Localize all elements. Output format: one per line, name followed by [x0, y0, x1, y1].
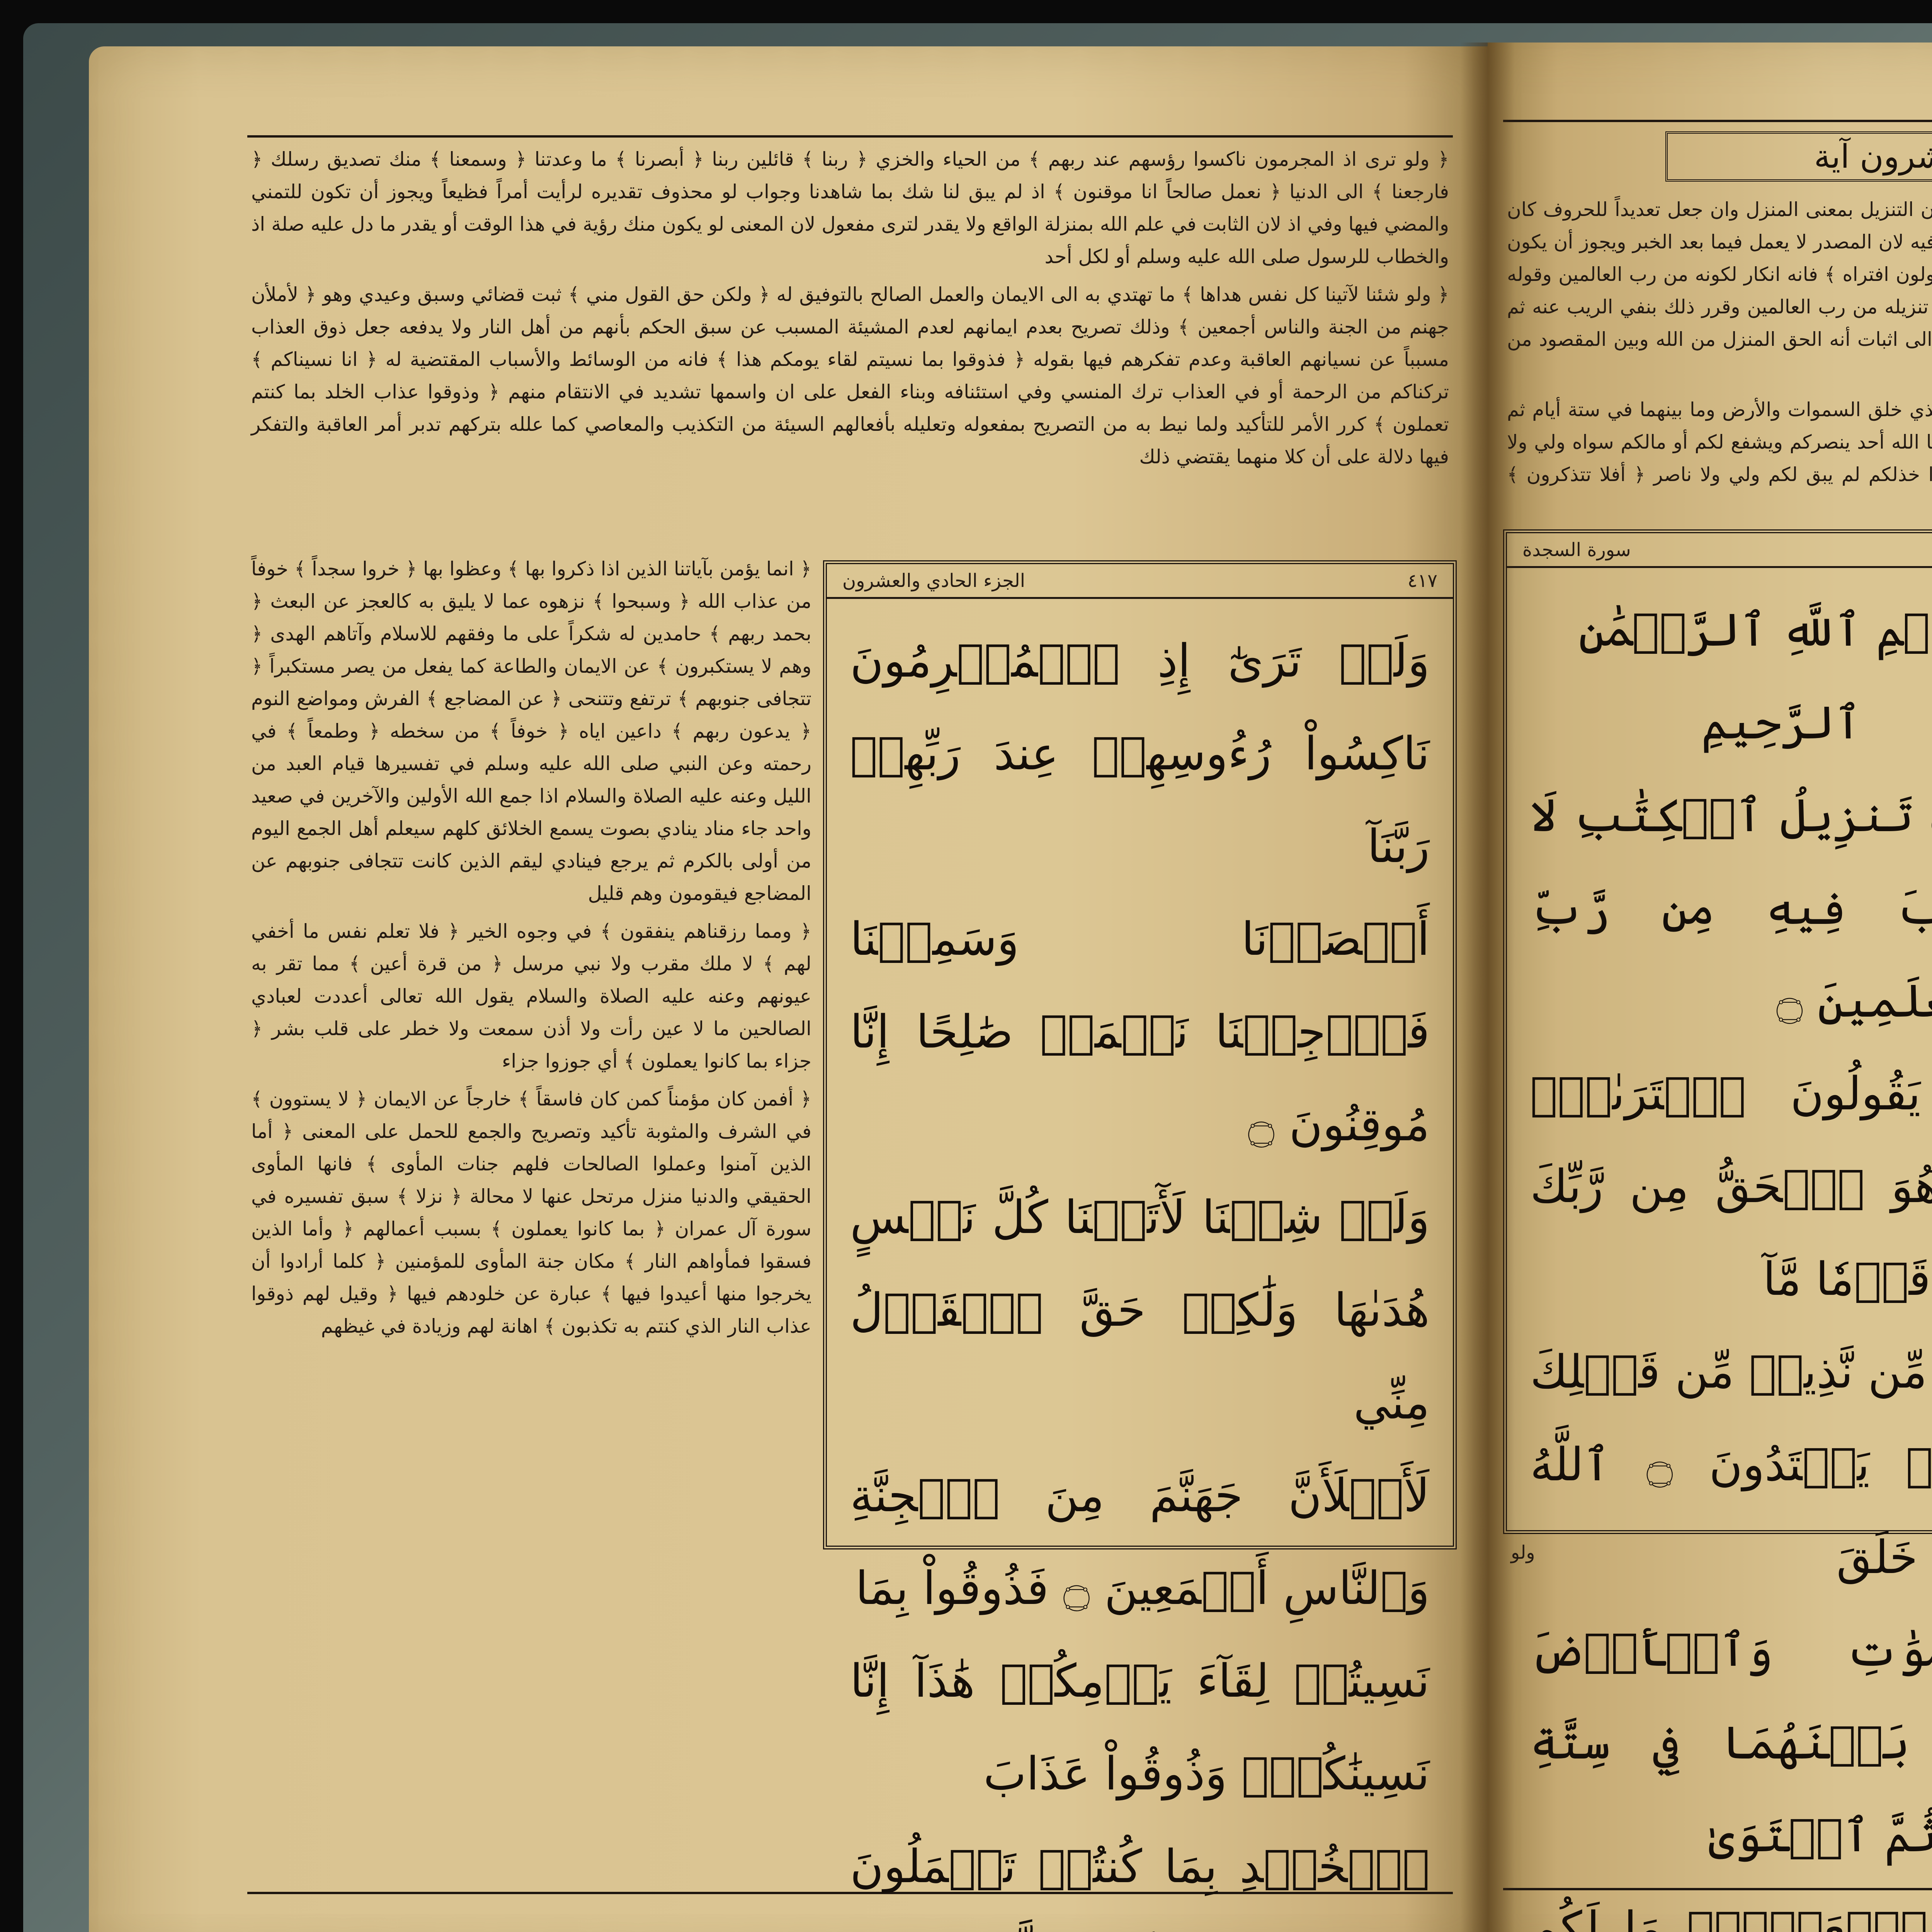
verse-line: ٱلۡخُلۡدِ بِمَا كُنتُمۡ تَعۡمَلُونَ: [850, 1820, 1430, 1932]
verse-line: وَلَوۡ شِئۡنَا لَأٓتَيۡنَا كُلَّ نَفۡسٍ هُدَىٰهَا وَلَٰكِنۡ حَقَّ ٱلۡقَوۡلُ مِنِّي: [850, 1171, 1430, 1449]
left-page-number: ٤١٧: [1408, 570, 1437, 592]
verse-line: نَسِيتُمۡ لِقَآءَ يَوۡمِكُمۡ هَٰذَآ إِنَّا نَسِينَٰكُمۡۖ وَذُوقُواْ عَذَابَ: [850, 1634, 1430, 1820]
surah-title: رون آية: [1665, 131, 1932, 182]
verse-line: وَلَوۡ تَرَىٰٓ إِذِ ٱلۡمُجۡرِمُونَ نَاكِسُواْ رُءُوسِهِمۡ عِندَ رَبِّهِمۡ رَبَّنَآ: [850, 614, 1430, 893]
verse-line: لَأَمۡلَأَنَّ جَهَنَّمَ مِنَ ٱلۡجِنَّةِ وَٱلنَّاسِ أَجۡمَعِينَ ۝ فَذُوقُواْ بِمَا: [850, 1449, 1430, 1634]
verse-line: يَقُولُونَ ٱفۡتَرَىٰهُۚ هُوَ ٱلۡحَقُّ مِن رَّبِّكَ قَوۡمٗا مَّآ: [1530, 1047, 1932, 1325]
basmala: سۡمِ ٱللَّهِ ٱلرَّحۡمَٰنِ ٱلرَّحِيمِ: [1530, 583, 1932, 769]
verse-line: تَنزِيلُ ٱلۡكِتَٰبِ لَا بَ فِيهِ مِن رَّبِّ لَمِينَ ۝: [1530, 769, 1932, 1047]
left-commentary-paragraph: ﴿ ومما رزقناهم ينفقون ﴾ في وجوه الخير ﴿ فلا تعلم نفس ما أخفي لهم ﴾ لا ملك مقرب ولا نبي مرسل ﴿ من قرة أعين ﴾ مما تقر به عيونهم وعنه عليه الصلاة والسلام يقول الله تعالى أعددت لعبادي الصالحين ما لا عين رأت ولا أذن سمعت ولا خطر على قلب بشر ﴿ جزاء بما كانوا يعملون ﴾ أي جوزوا جزاء: [251, 915, 811, 1077]
right-commentary-paragraph: ذي خلق السموات والأرض وما بينهما في ستة أيام ثم ا الله أحد ينصركم ويشفع لكم أو مالكم سواه ولي ولا ا خذلكم لم يبق لكم ولي ولا ناصر ﴿ أفلا تتذكرون: [1507, 393, 1932, 523]
left-running-title: الجزء الحادي والعشرون: [842, 570, 1025, 592]
left-commentary-paragraph: ﴿ أفمن كان مؤمناً كمن كان فاسقاً ﴾ خارجاً عن الايمان ﴿ لا يستوون ﴾ في الشرف والمثوبة تأكيد وتصريح والجمع للحمل على المعنى ﴿ أما الذين آمنوا وعملوا الصالحات فلهم جنات المأوى ﴾ فانها المأوى الحقيقي والدنيا منزل مرتحل عنها لا محالة ﴿ نزلا ﴾ سبق تفسيره في سورة آل عمران ﴿ بما كانوا يعملون ﴾ بسبب أعمالهم ﴿ وأما الذين فسقوا فمأواهم النار ﴾ مكان جنة المأوى للمؤمنين ﴿ كلما أرادوا أن يخرجوا منها أعيدوا فيها ﴾ عبارة عن خلودهم فيها ﴿ وقيل لهم ذوقوا عذاب النار الذي كنتم به تكذبون ﴾ اهانة لهم وزيادة في غيظهم: [251, 1083, 811, 1342]
left-commentary-paragraph: ﴿ انما يؤمن بآياتنا الذين اذا ذكروا بها ﴾ وعظوا بها ﴿ خروا سجداً ﴾ خوفاً من عذاب الله ﴿ وسبحوا ﴾ نزهوه عما لا يليق به كالعجز عن البعث ﴿ بحمد ربهم ﴾ حامدين له شكراً على ما وفقهم للاسلام وآتاهم الهدى ﴿ وهم لا يستكبرون ﴾ عن الايمان والطاعة كما يفعل من يصر مستكبراً ﴿ تتجافى جنوبهم ﴾ ترتفع وتتنحى ﴿ عن المضاجع ﴾ الفرش ومواضع النوم ﴿ يدعون ربهم ﴾ داعين اياه ﴿ خوفاً ﴾ من سخطه ﴿ وطمعاً ﴾ في رحمته وعن النبي صلى الله عليه وسلم في تفسيرها قيام العبد من الليل وعنه عليه الصلاة والسلام اذا جمع الله الأولين والآخرين في صعيد واحد جاء مناد ينادي بصوت يسمع الخلائق كلهم سيعلم أهل الجمع اليوم من أولى بالكرم ثم يرجع فينادي ليقم الذين كانت تتجافى جنوبهم عن المضاجع فيقومون وهم قليل: [251, 553, 811, 910]
right-running-title: سورة السجدة: [1522, 539, 1631, 561]
right-commentary-paragraph: ن التنزيل بمعنى المنزل وان جعل تعديداً للحروف كان يه لان المصدر لا يعمل فيما بعد الخبر ويجوز أن يكون ولون افتراه ﴾ فانه انكار لكونه من رب العالمين وقوله تنزيله من رب العالمين وقرر ذلك بنفي الريب عنه ثم الى اثبات أنه الحق المنزل من الله وبين المقصود من: [1507, 193, 1932, 388]
catchword: ولو: [1511, 1542, 1535, 1563]
verse-line: وَٰتِ وَٱلۡأَرۡضَ بَيۡنَهُمَا فِي سِتَّةِ مَّ ٱسۡتَوَىٰ: [1530, 1604, 1932, 1882]
left-commentary-paragraph: ﴿ ولو شئنا لآتينا كل نفس هداها ﴾ ما تهتدي به الى الايمان والعمل الصالح بالتوفيق له ﴿ ولكن حق القول مني ﴾ ثبت قضائي وسبق وعيدي وهو ﴿ لأملأن جهنم من الجنة والناس أجمعين ﴾ وذلك تصريح بعدم ايمانهم لعدم المشيئة المسبب عن سبق الحكم بأنهم من أهل النار ولا يدفعه جعل ذوق العذاب مسبباً عن نسيانهم العاقبة وعدم تفكرهم فيها بقوله ﴿ فذوقوا بما نسيتم لقاء يومكم هذا ﴾ فانه من الوسائط والأسباب المقتضية له ﴿ انا نسيناكم ﴾ تركناكم من الرحمة أو في العذاب ترك المنسي وفي استئنافه وبناء الفعل على ان واسمها تشديد في الانتقام منهم ﴿ وذوقوا عذاب الخلد بما كنتم تعملون ﴾ كرر الأمر للتأكيد ولما نيط به من التصريح بمفعوله وتعليله بأفعالهم السيئة من التكذيب والمعاصي كما علله بتركهم تدبر أمر العاقبة والتفكر فيها دلالة على أن كلا منهما يقتضي ذلك: [251, 278, 1449, 473]
verse-line: مِّن نَّذِيرٖ مِّن قَبۡلِكَ يَهۡتَدُونَ ۝ ٱللَّهُ خَلَقَ: [1530, 1325, 1932, 1604]
left-commentary-paragraph: ﴿ ولو ترى اذ المجرمون ناكسوا رؤسهم عند ربهم ﴾ من الحياء والخزي ﴿ ربنا ﴾ قائلين ربنا ﴿ أبصرنا ﴾ ما وعدتنا ﴿ وسمعنا ﴾ منك تصديق رسلك ﴿ فارجعنا ﴾ الى الدنيا ﴿ نعمل صالحاً انا موقنون ﴾ اذ لم يبق لنا شك بما شاهدنا وجواب لو محذوف تقديره لرأيت أمراً فظيعاً ويجوز أن تكون للتمني والمضي فيها وفي اذ لان الثابت في علم الله بمنزلة الواقع ولا يقدر لترى مفعول لان المعنى لو يكون منك رؤية في هذا الوقت أو يقدر ما دل عليه صلة اذ والخطاب للرسول صلى الله عليه وسلم أو لكل أحد: [251, 143, 1449, 273]
verse-line: ٱلۡعَرۡشِۖ مَا لَكُم: [1530, 1882, 1932, 1932]
verse-line: أَبۡصَرۡنَا وَسَمِعۡنَا فَٱرۡجِعۡنَا نَعۡمَلۡ صَٰلِحًا إِنَّا مُوقِنُونَ ۝: [850, 893, 1430, 1171]
